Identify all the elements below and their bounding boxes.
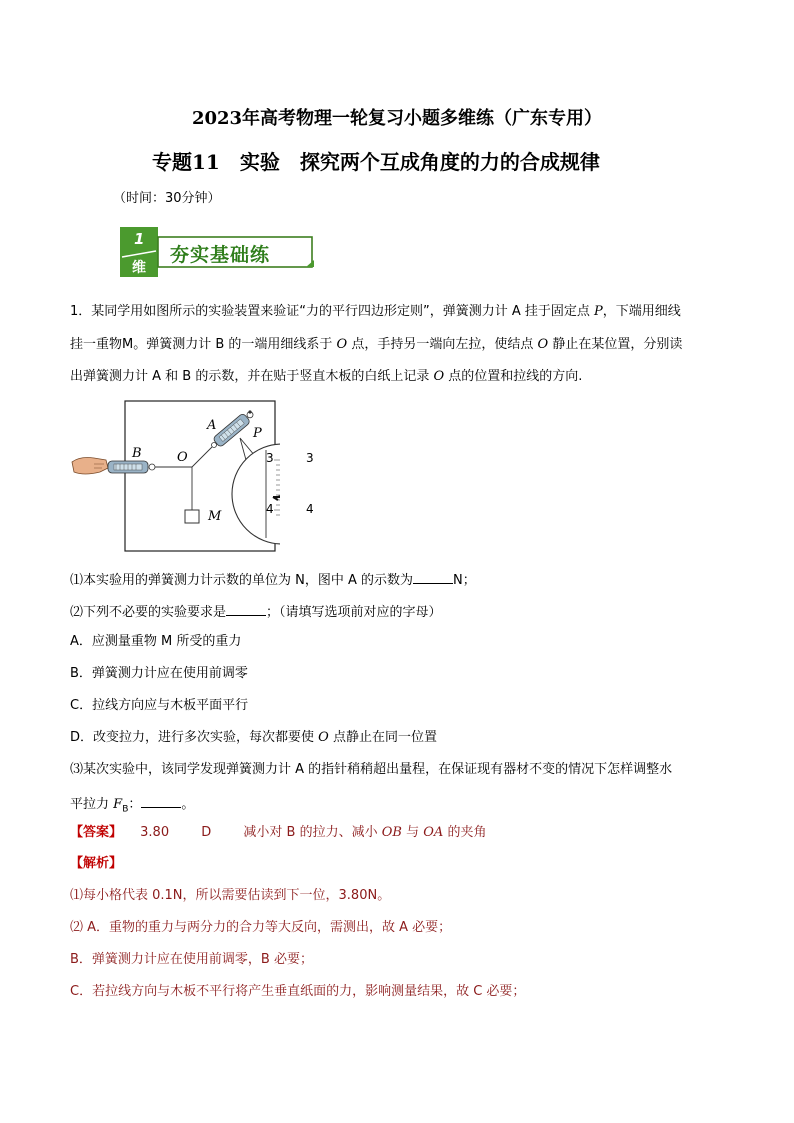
scale-4-left: 4 — [266, 502, 274, 516]
answer-label: 【答案】 — [70, 825, 123, 840]
badge-text: 夯实基础练 — [170, 244, 271, 266]
section-badge — [120, 227, 316, 277]
question-line-1: 1．某同学用如图所示的实验装置来验证“力的平行四边形定则”，弹簧测力计 A 挂于固定点 P，下端用细线 — [70, 304, 681, 319]
sub-question-2: ⑵下列不必要的实验要求是 ；（请填写选项前对应的字母） — [70, 601, 442, 622]
weight-m — [185, 510, 199, 523]
apparatus-diagram — [70, 398, 280, 556]
time-limit: （时间：30分钟） — [113, 191, 221, 206]
scale-3-right: 3 — [306, 451, 314, 465]
analysis-line-3: B．弹簧测力计应在使用前调零，B 必要； — [70, 952, 313, 967]
label-o: O — [177, 450, 188, 465]
topic-subtitle: 专题11 实验 探究两个互成角度的力的合成规律 — [152, 150, 600, 174]
badge-number: 1 — [134, 230, 145, 248]
option-c: C．拉线方向应与木板平面平行 — [70, 698, 249, 713]
option-d: D．改变拉力，进行多次实验，每次都要使 O 点静止在同一位置 — [70, 730, 437, 745]
sub-question-3-line-2: 平拉力 $F_B$： 。 — [70, 793, 194, 819]
answer-line: 【答案】 3.80 D 减小对 B 的拉力、减小 OB 与 OA 的夹角 — [70, 825, 487, 840]
analysis-line-4: C．若拉线方向与木板不平行将产生垂直纸面的力，影响测量结果，故 C 必要； — [70, 984, 526, 999]
label-m: M — [208, 509, 222, 524]
experiment-figure — [70, 398, 280, 556]
document-title: 2023年高考物理一轮复习小题多维练（广东专用） — [191, 108, 603, 129]
answer-blank-2[interactable] — [226, 601, 266, 616]
label-b: B — [132, 446, 142, 461]
label-a: A — [207, 418, 217, 433]
question-line-2: 挂一重物M。弹簧测力计 B 的一端用细线系于 O 点，手持另一端向左拉，使结点 O 静止在某位置，分别读 — [70, 337, 683, 352]
option-b: B．弹簧测力计应在使用前调零 — [70, 666, 248, 681]
answer-blank-3[interactable] — [141, 793, 181, 808]
label-p: P — [253, 426, 262, 441]
question-line-3: 出弹簧测力计 A 和 B 的示数，并在贴于竖直木板的白纸上记录 O 点的位置和拉线的方向. — [70, 369, 583, 384]
answer-blank-1[interactable] — [413, 569, 453, 584]
hand-icon — [72, 458, 108, 475]
badge-wei: 维 — [132, 260, 146, 276]
sub-question-1: ⑴本实验用的弹簧测力计示数的单位为 N，图中 A 的示数为 N； — [70, 569, 476, 590]
scale-4-right: 4 — [306, 502, 314, 516]
analysis-line-1: ⑴每小格代表 0.1N，所以需要估读到下一位，3.80N。 — [70, 888, 391, 903]
option-a: A．应测量重物 M 所受的重力 — [70, 634, 242, 649]
scale-3-left: 3 — [266, 451, 274, 465]
analysis-label: 【解析】 — [70, 856, 123, 871]
sub-question-3-line-1: ⑶某次实验中，该同学发现弹簧测力计 A 的指针稍稍超出量程，在保证现有器材不变的情况下怎样调整水 — [70, 762, 673, 777]
analysis-line-2: ⑵ A．重物的重力与两分力的合力等大反向，需测出，故 A 必要； — [70, 920, 452, 935]
